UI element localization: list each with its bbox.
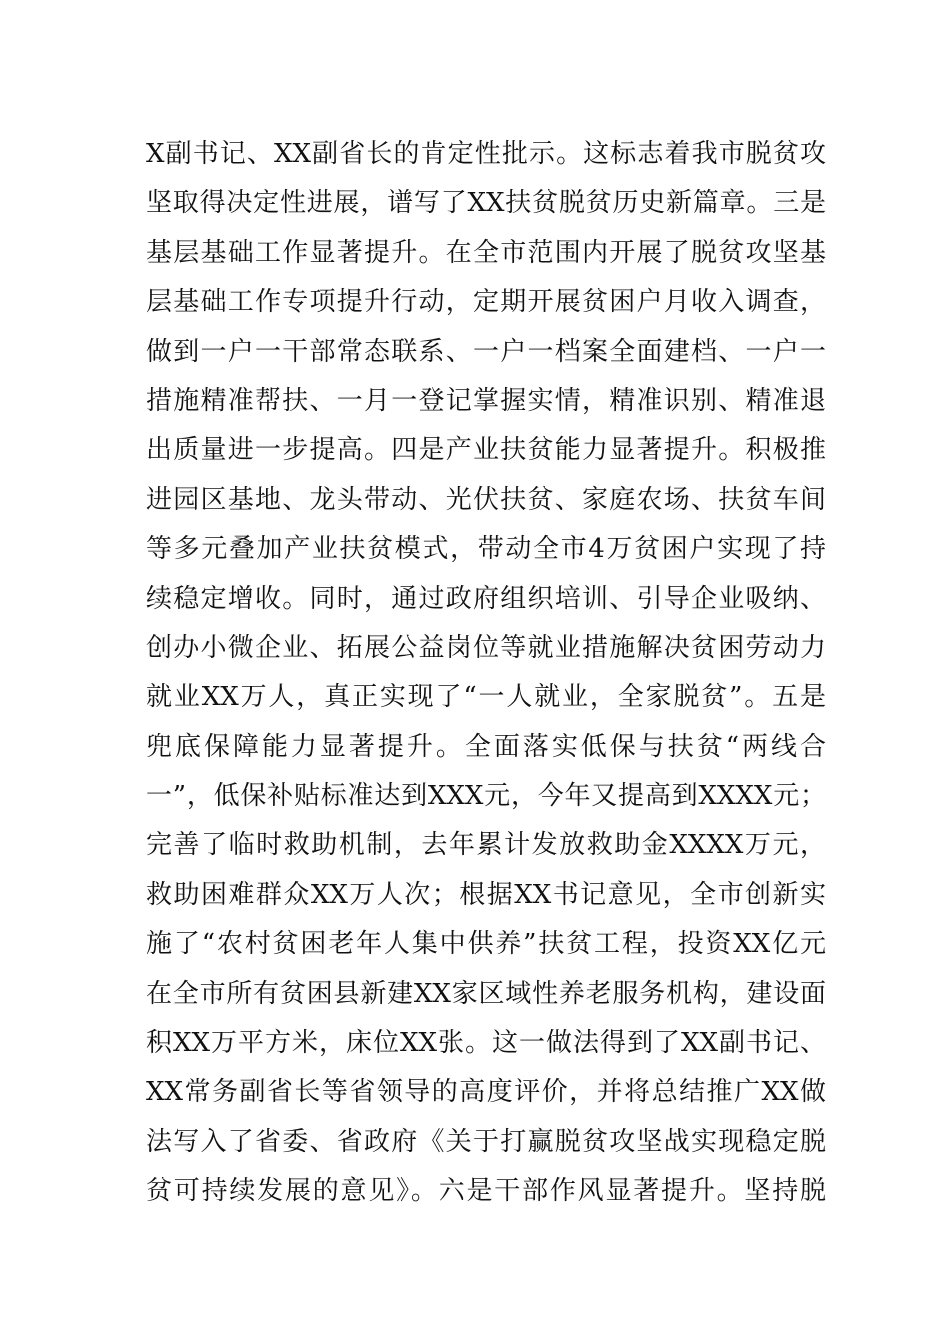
text-line-15: 完善了临时救助机制，去年累计发放救助金XXXX万元， (146, 830, 826, 861)
text-line-16: 救助困难群众XX万人次；根据XX书记意见，全市创新实 (146, 879, 826, 910)
text-line-17: 施了“农村贫困老年人集中供养”扶贫工程，投资XX亿元 (146, 929, 826, 960)
text-line-8: 进园区基地、龙头带动、光伏扶贫、家庭农场、扶贫车间 (146, 484, 826, 515)
text-line-9: 等多元叠加产业扶贫模式，带动全市4万贫困户实现了持 (146, 534, 826, 565)
text-line-14: 一”，低保补贴标准达到XXX元，今年又提高到XXXX元； (146, 781, 826, 812)
text-line-21: 法写入了省委、省政府《关于打赢脱贫攻坚战实现稳定脱 (146, 1126, 826, 1157)
text-line-11: 创办小微企业、拓展公益岗位等就业措施解决贫困劳动力 (146, 632, 826, 663)
text-line-3: 基层基础工作显著提升。在全市范围内开展了脱贫攻坚基 (146, 237, 826, 268)
text-line-10: 续稳定增收。同时，通过政府组织培训、引导企业吸纳、 (146, 583, 826, 614)
text-line-13: 兜底保障能力显著提升。全面落实低保与扶贫“两线合 (146, 731, 826, 762)
text-line-4: 层基础工作专项提升行动，定期开展贫困户月收入调查， (146, 287, 826, 318)
text-line-1: X副书记、XX副省长的肯定性批示。这标志着我市脱贫攻 (146, 139, 826, 169)
text-line-6: 措施精准帮扶、一月一登记掌握实情，精准识别、精准退 (146, 385, 826, 416)
text-line-2: 坚取得决定性进展，谱写了XX扶贫脱贫历史新篇章。三是 (146, 188, 826, 219)
body-paragraph (146, 130, 826, 1217)
text-line-7: 出质量进一步提高。四是产业扶贫能力显著提升。积极推 (146, 435, 826, 466)
text-line-5: 做到一户一干部常态联系、一户一档案全面建档、一户一 (146, 336, 826, 367)
text-line-18: 在全市所有贫困县新建XX家区域性养老服务机构，建设面 (146, 978, 826, 1009)
text-line-12: 就业XX万人，真正实现了“一人就业，全家脱贫”。五是 (146, 682, 826, 713)
text-line-20: XX常务副省长等省领导的高度评价，并将总结推广XX做 (146, 1077, 826, 1108)
text-line-19: 积XX万平方米，床位XX张。这一做法得到了XX副书记、 (146, 1028, 826, 1059)
text-line-22: 贫可持续发展的意见》。六是干部作风显著提升。坚持脱 (146, 1176, 826, 1207)
